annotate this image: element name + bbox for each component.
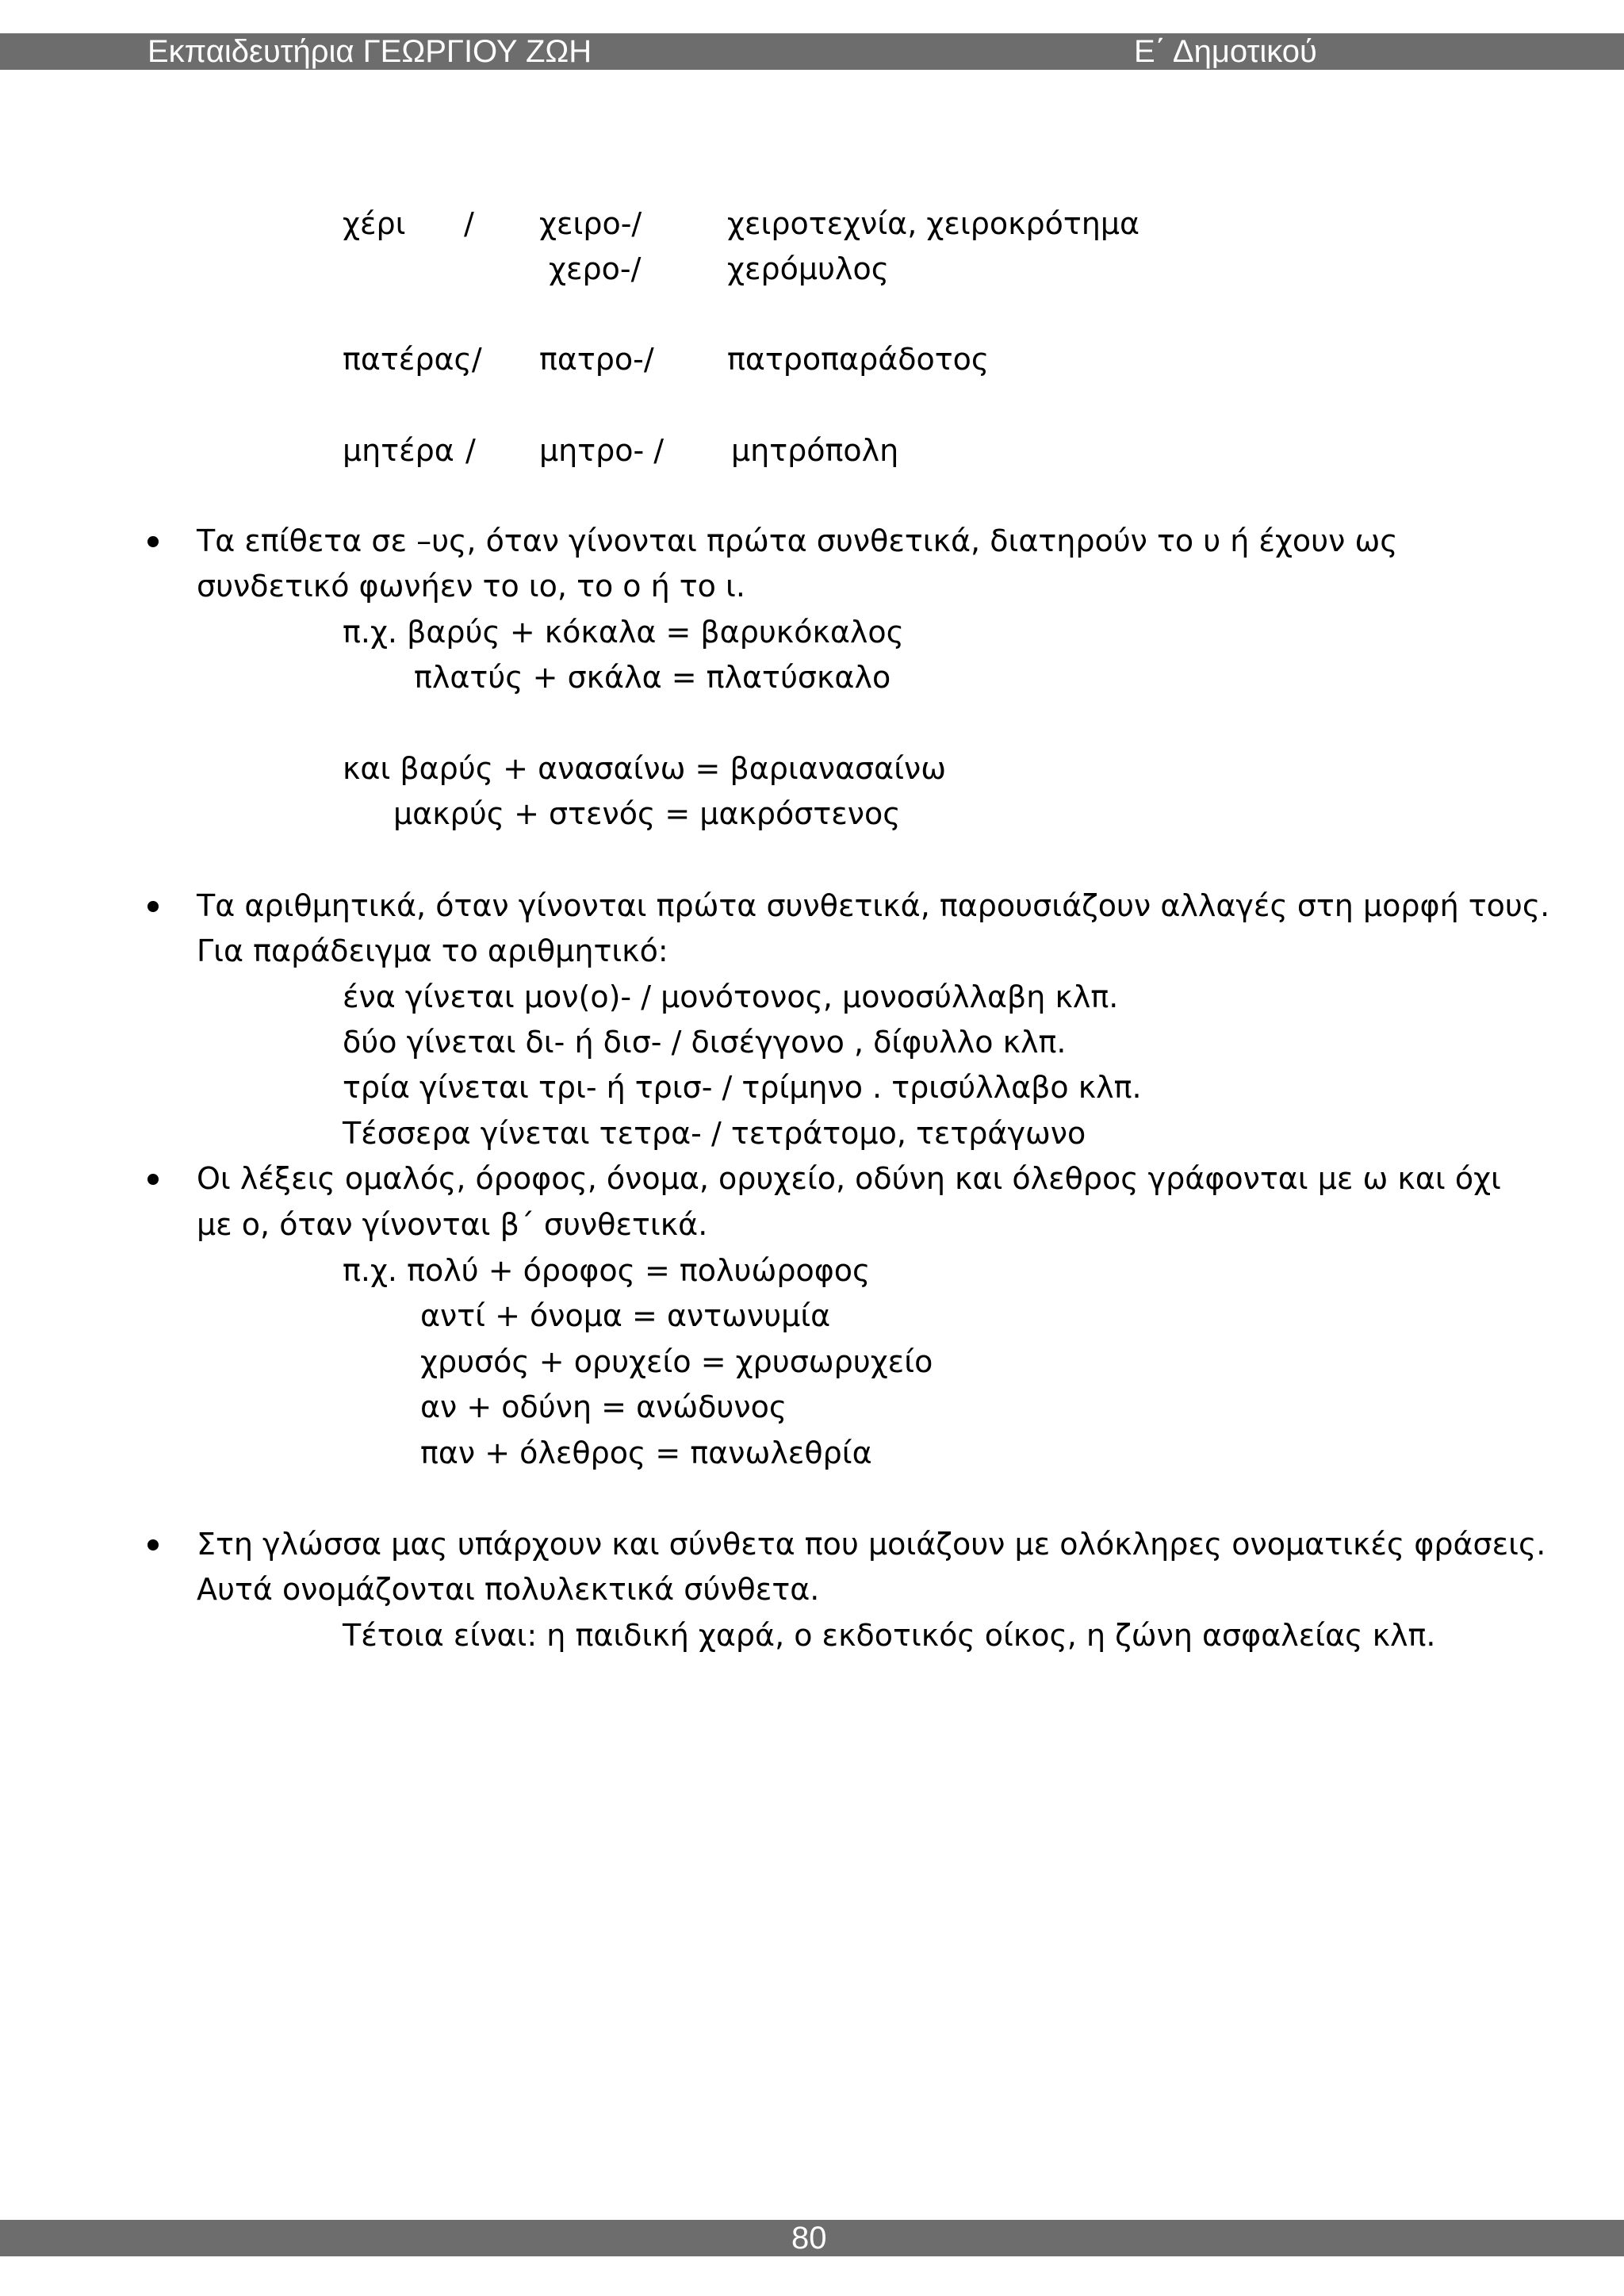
rule-example: μακρύς + στενός = μακρόστενος bbox=[393, 796, 901, 831]
root-separator: / bbox=[465, 433, 476, 468]
page-header bbox=[0, 33, 1624, 70]
rule-example: τρία γίνεται τρι- ή τρισ- / τρίμηνο . τρισύλλαβο κλπ. bbox=[343, 1070, 1142, 1105]
page-footer bbox=[0, 2220, 1624, 2256]
bullet-icon bbox=[147, 1539, 159, 1550]
rule-example: πλατύς + σκάλα = πλατύσκαλο bbox=[414, 660, 891, 695]
rule-example: π.χ. πολύ + όροφος = πολυώροφος bbox=[343, 1253, 871, 1288]
rule-example: ένα γίνεται μον(ο)- / μονότονος, μονοσύλλαβη κλπ. bbox=[343, 979, 1119, 1014]
page-number: 80 bbox=[791, 2221, 827, 2256]
rule-text: συνδετικό φωνήεν το ιο, το ο ή το ι. bbox=[197, 569, 745, 604]
rule-example: π.χ. βαρύς + κόκαλα = βαρυκόκαλος bbox=[343, 615, 904, 650]
rule-example: παν + όλεθρος = πανωλεθρία bbox=[420, 1435, 872, 1470]
rule-example: χρυσός + ορυχείο = χρυσωρυχείο bbox=[420, 1344, 933, 1379]
root-stem: μητρο- / bbox=[539, 433, 665, 468]
bullet-icon bbox=[147, 901, 159, 912]
root-examples: μητρόπολη bbox=[731, 433, 899, 468]
root-word: μητέρα bbox=[343, 433, 454, 468]
root-stem: πατρο-/ bbox=[539, 342, 654, 377]
rule-example: Τέτοια είναι: η παιδική χαρά, ο εκδοτικός οίκος, η ζώνη ασφαλείας κλπ. bbox=[343, 1618, 1436, 1653]
grade-label: Ε΄ Δημοτικού bbox=[1134, 34, 1317, 69]
rule-text: Τα επίθετα σε –υς, όταν γίνονται πρώτα συνθετικά, διατηρούν το υ ή έχουν ως bbox=[197, 523, 1398, 558]
bullet-icon bbox=[147, 1174, 159, 1185]
rule-text: Στη γλώσσα μας υπάρχουν και σύνθετα που μοιάζουν με ολόκληρες ονοματικές φράσεις. bbox=[197, 1527, 1546, 1562]
root-separator: / bbox=[464, 206, 474, 241]
root-examples: πατροπαράδοτος bbox=[727, 342, 990, 377]
root-stem: χειρο-/ bbox=[539, 206, 642, 241]
rule-text: Οι λέξεις ομαλός, όροφος, όνομα, ορυχείο, οδύνη και όλεθρος γράφονται με ω και όχι bbox=[197, 1161, 1501, 1196]
school-name: Εκπαιδευτήρια ΓΕΩΡΓΙΟΥ ΖΩΗ bbox=[147, 34, 592, 69]
rule-example: δύο γίνεται δι- ή δισ- / δισέγγονο , δίφυλλο κλπ. bbox=[343, 1025, 1067, 1060]
rule-text: Αυτά ονομάζονται πολυλεκτικά σύνθετα. bbox=[197, 1572, 820, 1607]
rule-example: αν + οδύνη = ανώδυνος bbox=[420, 1389, 787, 1424]
rule-text: με ο, όταν γίνονται β΄ συνθετικά. bbox=[197, 1207, 708, 1242]
root-examples: χειροτεχνία, χειροκρότημα bbox=[727, 206, 1140, 241]
root-examples: χερόμυλος bbox=[727, 251, 890, 286]
rule-example: Τέσσερα γίνεται τετρα- / τετράτομο, τετράγωνο bbox=[343, 1116, 1086, 1151]
root-stem: χερο-/ bbox=[549, 251, 642, 286]
rule-text: Τα αριθμητικά, όταν γίνονται πρώτα συνθετικά, παρουσιάζουν αλλαγές στη μορφή τους. bbox=[197, 888, 1550, 923]
root-word: χέρι bbox=[343, 206, 406, 241]
rule-example: αντί + όνομα = αντωνυμία bbox=[420, 1298, 831, 1333]
rule-example: και βαρύς + ανασαίνω = βαριανασαίνω bbox=[343, 751, 947, 786]
bullet-icon bbox=[147, 536, 159, 547]
root-word: πατέρας/ bbox=[343, 342, 482, 377]
rule-text: Για παράδειγμα το αριθμητικό: bbox=[197, 933, 668, 968]
